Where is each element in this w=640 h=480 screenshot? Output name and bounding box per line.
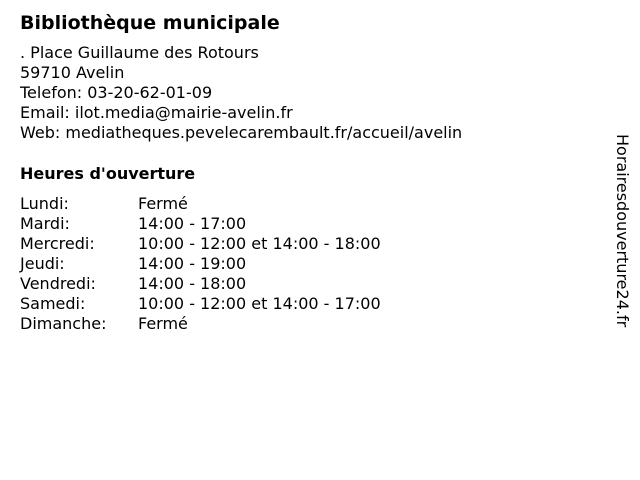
day-label: Mardi: — [20, 214, 70, 233]
phone-number: Telefon: 03-20-62-01-09 — [20, 83, 213, 102]
day-label: Dimanche: — [20, 314, 107, 333]
day-hours: 14:00 - 19:00 — [138, 254, 247, 273]
day-hours: 14:00 - 18:00 — [138, 274, 247, 293]
street-address: . Place Guillaume des Rotours — [20, 43, 259, 62]
hours-row-saturday — [20, 294, 381, 314]
day-hours: Fermé — [138, 314, 188, 333]
hours-row-thursday — [20, 254, 381, 274]
hours-row-monday — [20, 194, 381, 214]
email-address: Email: ilot.media@mairie-avelin.fr — [20, 103, 293, 122]
day-label: Lundi: — [20, 194, 69, 213]
hours-row-tuesday — [20, 214, 381, 234]
hours-table — [20, 194, 381, 334]
day-hours: 14:00 - 17:00 — [138, 214, 247, 233]
day-hours: 10:00 - 12:00 et 14:00 - 18:00 — [138, 234, 381, 253]
day-label: Jeudi: — [20, 254, 65, 273]
library-name: Bibliothèque municipale — [20, 12, 280, 34]
hours-heading: Heures d'ouverture — [20, 164, 196, 183]
hours-row-wednesday — [20, 234, 381, 254]
day-label: Vendredi: — [20, 274, 96, 293]
day-label: Samedi: — [20, 294, 86, 313]
address-block — [20, 43, 462, 143]
site-watermark: Horairesdouverture24.fr — [613, 134, 632, 328]
day-label: Mercredi: — [20, 234, 95, 253]
hours-row-sunday — [20, 314, 381, 334]
day-hours: 10:00 - 12:00 et 14:00 - 17:00 — [138, 294, 381, 313]
hours-row-friday — [20, 274, 381, 294]
website-address: Web: mediatheques.pevelecarembault.fr/accueil/avelin — [20, 123, 463, 142]
day-hours: Fermé — [138, 194, 188, 213]
city-postal: 59710 Avelin — [20, 63, 125, 82]
